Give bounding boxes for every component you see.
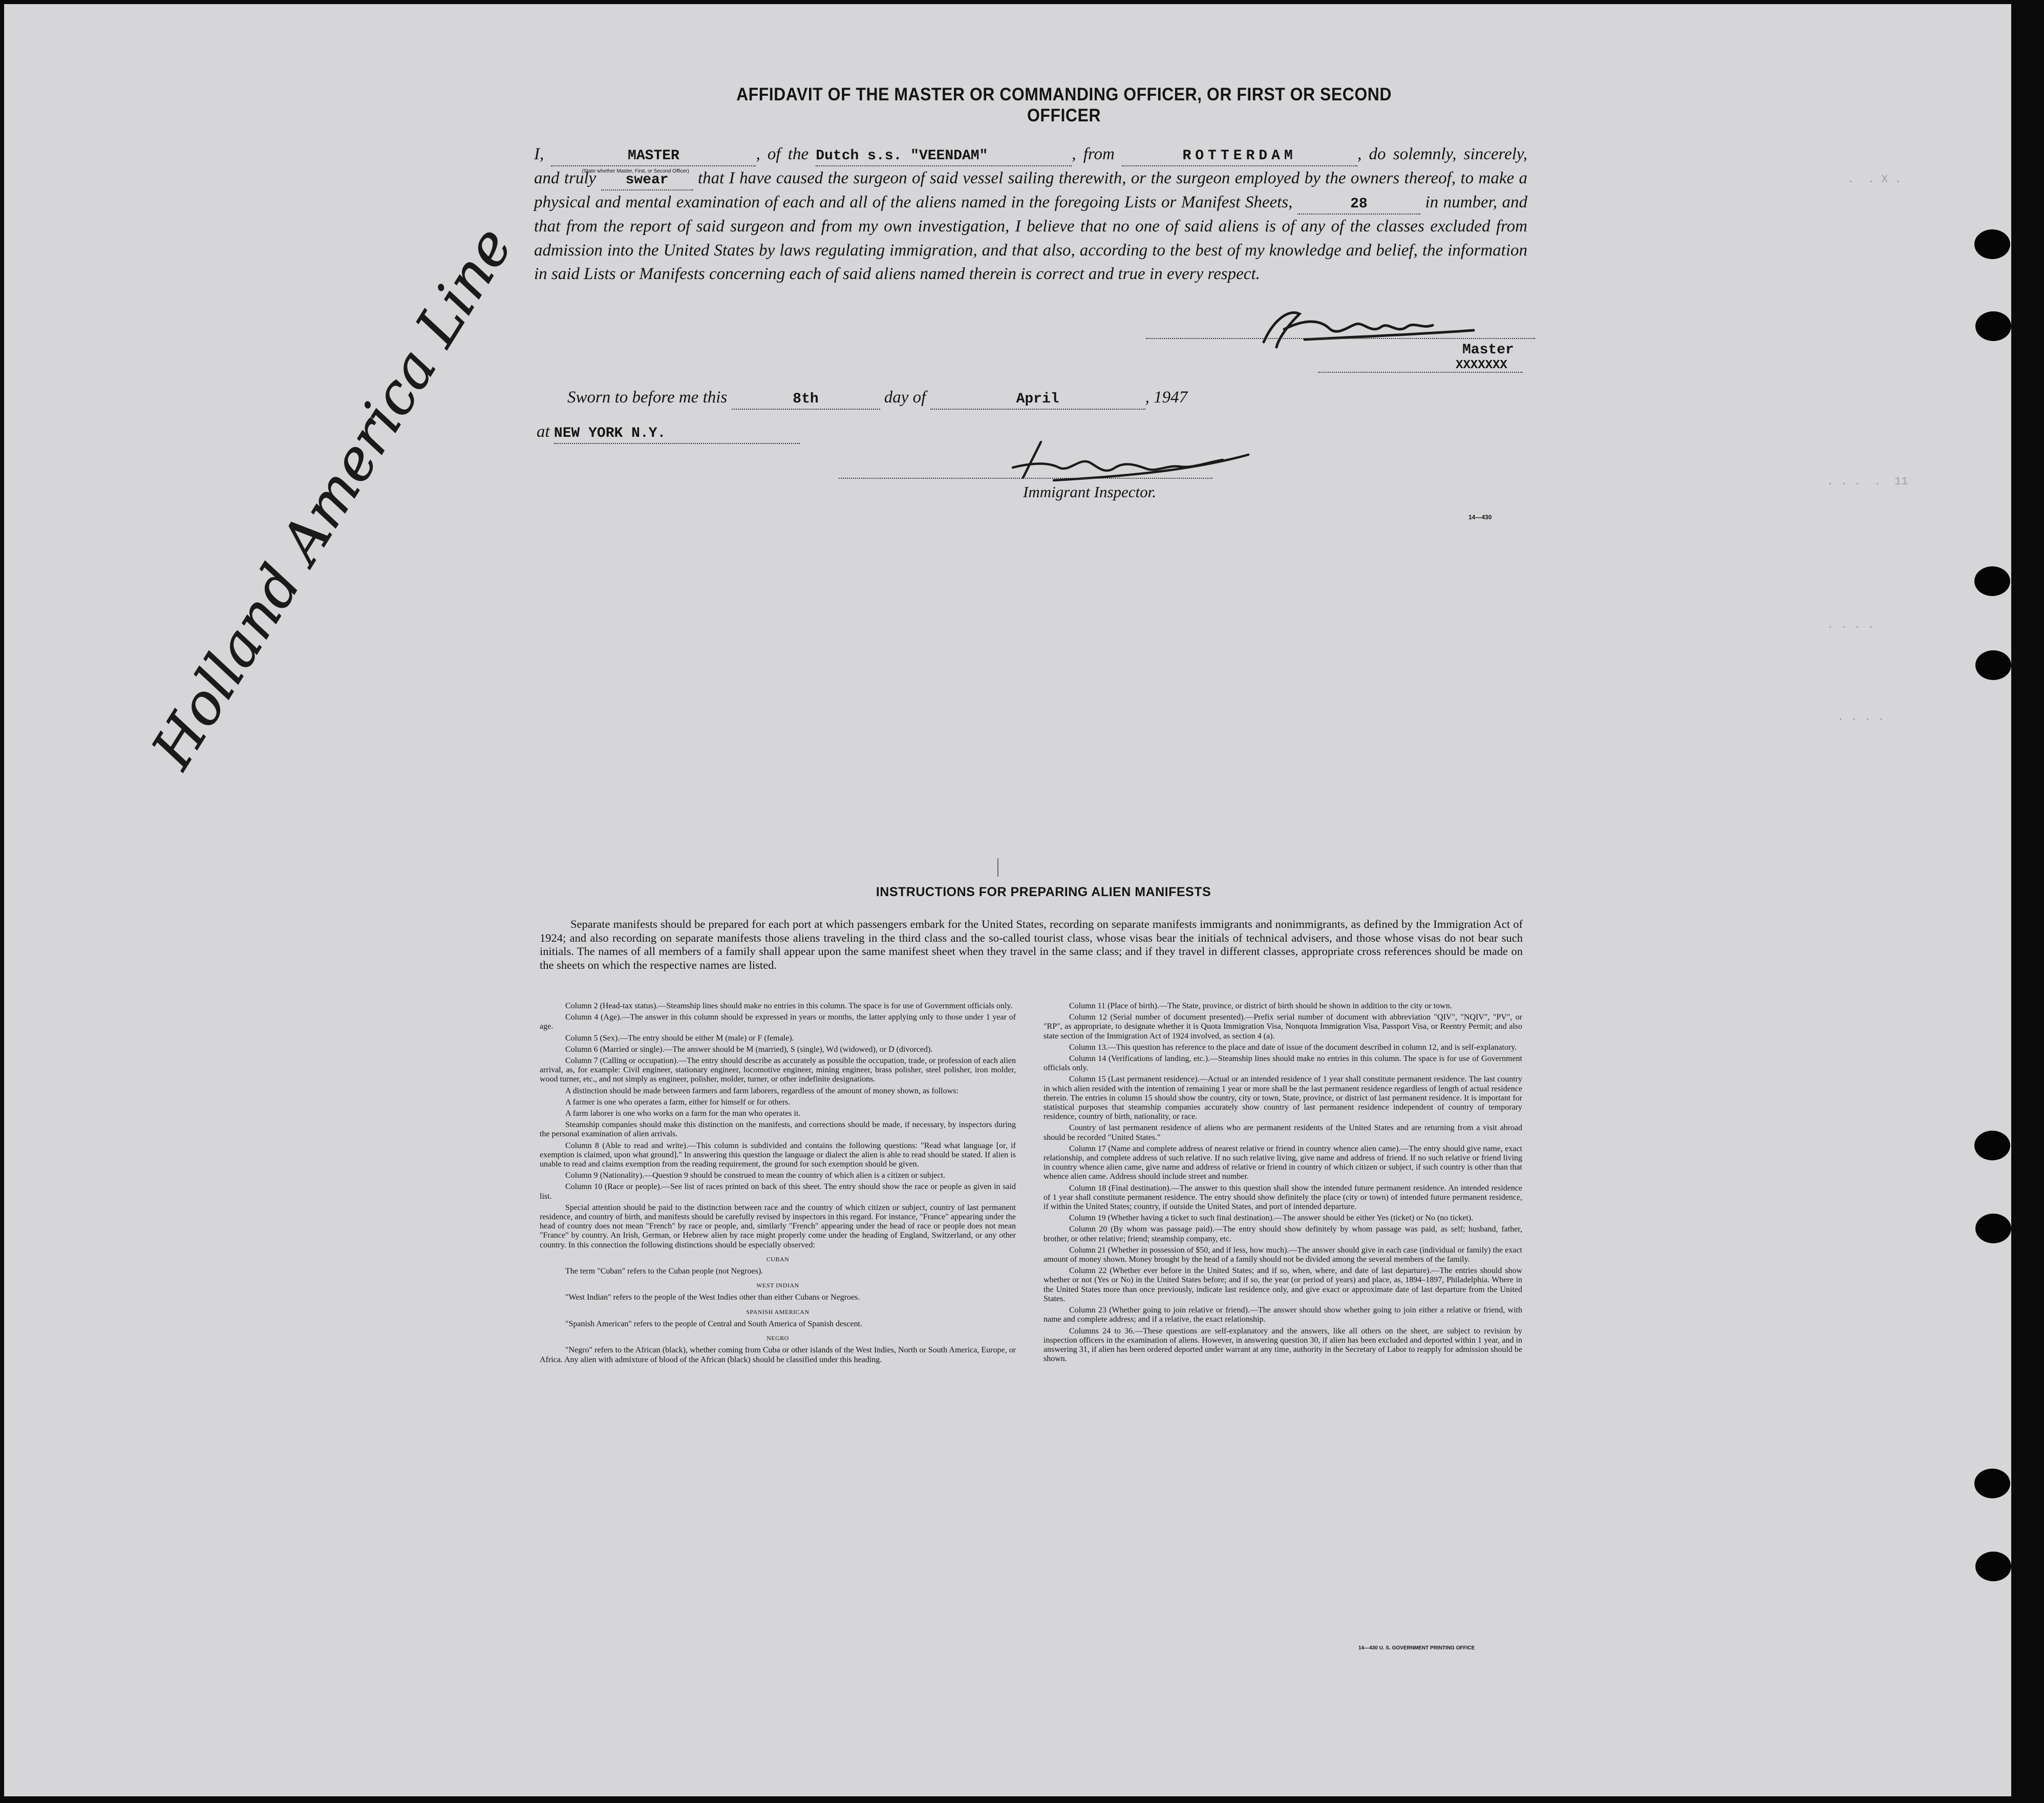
instruction-paragraph: Column 10 (Race or people).—See list of races printed on back of this sheet. The entry should show the race or people as given in said list.	[540, 1182, 1016, 1201]
affidavit-text: solemnly, sincerely, and truly	[534, 145, 1527, 187]
punch-hole	[1974, 1131, 2010, 1160]
instruction-paragraph: Column 15 (Last permanent residence).—Actual or an intended residence of 1 year shall constitute permanent residence. The last country in which alien resided with the intention of remaining 1 year or more shall be the last permanent residence regardless of length of actual residence therein. The entries in column 15 should show the country, city or town, State, province, or district of last permanent residence. It is important for statistical purposes that steamship companies accurately show country of last permanent residence independent of country of temporary residence, country of birth, nationality, or race.	[1044, 1075, 1522, 1121]
instruction-paragraph: Column 11 (Place of birth).—The State, province, or district of birth should be shown in addition to the city or town.	[1069, 1002, 1452, 1010]
bleed-through-text: . . X .	[1847, 173, 1902, 186]
instruction-paragraph: Column 23 (Whether going to join relative or friend).—The answer should show whether going to join either a relative or friend, with name and complete address; and if a relative, the exact relationship.	[1044, 1306, 1522, 1324]
punch-hole	[1974, 566, 2010, 596]
signer-title: Master	[1462, 342, 1514, 358]
instructions-right-column	[1044, 1002, 1522, 1366]
affidavit-text: , of the	[756, 145, 809, 163]
oath-field: swear	[601, 171, 693, 190]
affidavit-text: in number, and that from the report of said surgeon and from my own investigation, I believe that no one of said aliens is of any of the classes excluded from admission into the United States by laws regulating immigration, and that also, according to the best of my knowledge and belief, the information in said Lists or Manifests concerning each of said aliens named therein is correct and true in every respect.	[534, 193, 1528, 283]
instruction-paragraph: The term "Cuban" refers to the Cuban people (not Negroes).	[565, 1267, 763, 1276]
instruction-paragraph: "Negro" refers to the African (black), whether coming from Cuba or other islands of the West Indies, North or South America, Europe, or Africa. Any alien with admixture of blood of the African (black) should be classified under this heading.	[540, 1346, 1016, 1364]
margin-note-handwriting	[139, 216, 525, 793]
affidavit-text: that I have caused the surgeon of said vessel sailing therewith, or the surgeon employed by the owners thereof, to make a physical and mental examination of each and all of the aliens named in the foregoing Lists or Manifest Sheets,	[534, 169, 1528, 211]
place-line	[537, 422, 800, 444]
punch-hole	[1974, 229, 2010, 259]
instruction-paragraph: Column 13.—This question has reference to the place and date of issue of the document described in column 12, and is self-explanatory.	[1069, 1043, 1517, 1052]
instruction-paragraph: Column 5 (Sex).—The entry should be either M (male) or F (female).	[565, 1033, 794, 1043]
svg-text:Holland America Line: Holland America Line	[139, 216, 525, 779]
instruction-paragraph: Column 4 (Age).—The answer in this column should be expressed in years or months, the latter applying only to those under 1 year of age.	[540, 1013, 1016, 1031]
signer-title-struck: XXXXXXX	[1456, 358, 1507, 372]
instruction-paragraph: A distinction should be made between farmers and farm laborers, regardless of the amount of money shown, as follows:	[565, 1086, 959, 1095]
instruction-paragraph: Column 12 (Serial number of document presented).—Prefix serial number of document with abbreviation "QIV", "NQIV", "PV", or "RP", as appropriate, to designate whether it is Quota Immigration Visa, Nonquota Immigration Visa, Passport Visa, or Reentry Permit; and also state section of the Immigration Act of 1924 involved, as section 4 (a).	[1044, 1013, 1522, 1041]
instruction-paragraph: Column 2 (Head-tax status).—Steamship lines should make no entries in this column. The space is for use of Government officials only.	[565, 1002, 1013, 1010]
instruction-paragraph: "West Indian" refers to the people of the West Indies other than either Cubans or Negroes.	[565, 1293, 860, 1302]
section-heading-west-indian: WEST INDIAN	[756, 1282, 799, 1289]
punch-hole	[1975, 311, 2011, 341]
sworn-text: Sworn to before me this	[567, 388, 728, 407]
section-heading-spanish-american: SPANISH AMERICAN	[746, 1308, 810, 1316]
instruction-paragraph: Special attention should be paid to the distinction between race and the country of which citizen or subject, country of last permanent residence, and country of birth, and manifests should be carefully revised by inspectors in this regard. For instance, "France" appearing under the head of country does not mean "French" by race or people, and, similarly "French" appearing under the head of race or people does not mean "France" by country. An Irish, German, or Hebrew alien by race might properly come under the heading of England, Switzerland, or any other country. In this connection the following distinctions should be especially observed:	[540, 1203, 1016, 1249]
inspector-label: Immigrant Inspector.	[1023, 483, 1157, 501]
place-field: NEW YORK N.Y.	[554, 425, 800, 444]
bleed-through-text: . . . . 11	[1827, 475, 1908, 488]
affidavit-title: AFFIDAVIT OF THE MASTER OR COMMANDING OFFICER, OR FIRST OR SECOND OFFICER	[736, 84, 1392, 125]
printing-office-footer: 14—430 U. S. GOVERNMENT PRINTING OFFICE	[1358, 1645, 1475, 1651]
instruction-paragraph: Columns 24 to 36.—These questions are self-explanatory and the answers, like all others on the sheet, are subject to revision by inspection officers in the examination of aliens. However, in answering question 30, if alien has been excluded and deported within 1 year, and in answering 31, if alien has been ordered deported under warrant at any time, authority in the Secretary of Labor to reapply for admission should be shown.	[1044, 1326, 1522, 1364]
registration-mark	[997, 858, 998, 877]
section-heading-negro: NEGRO	[766, 1334, 789, 1342]
instruction-paragraph: Column 21 (Whether in possession of $50, and if less, how much).—The answer should give in each case (individual or family) the exact amount of money shown. Money brought by the head of a family should not be divided among the several members of the family.	[1044, 1245, 1522, 1264]
sworn-text: day of	[884, 388, 926, 407]
punch-hole	[1974, 1469, 2010, 1498]
at-text: at	[537, 422, 550, 441]
rank-note: (State whether Master, First, or Second Officer)	[582, 168, 689, 174]
instruction-paragraph: Column 8 (Able to read and write).—This column is subdivided and contains the following questions: "Read what language [or, if exemption is claimed, upon what ground]." In answering this question the language or dialect the alien is able to read should be stated. If alien is unable to read and claims exemption from the reading requirement, the ground for such exemption should be given.	[540, 1141, 1016, 1169]
instruction-paragraph: Column 14 (Verifications of landing, etc.).—Steamship lines should make no entries in this column. The space is for use of Government officials only.	[1044, 1054, 1522, 1073]
sheet-count-field: 28	[1297, 195, 1420, 215]
affidavit-text: , do	[1357, 145, 1386, 163]
instruction-paragraph: Steamship companies should make this distinction on the manifests, and corrections should be made, if necessary, by inspectors during the personal examination of alien arrivals.	[540, 1120, 1016, 1139]
instruction-paragraph: A farm laborer is one who works on a farm for the man who operates it.	[565, 1109, 801, 1118]
inspector-line	[839, 478, 1212, 479]
section-heading-cuban: CUBAN	[766, 1255, 790, 1263]
affidavit-body	[534, 142, 1527, 286]
bleed-through-text: . . . .	[1827, 619, 1875, 631]
instruction-paragraph: Column 22 (Whether ever before in the United States; and if so, when, where, and date of last departure).—The entries should show whether or not (Yes or No) in the United States before; and if so, the year (or period of years) and place, as, 1894–1897, Philadelphia. Where in the United States more than once previously, indicate last residence only, and give exact or approximate date of last departure from the United States.	[1044, 1266, 1522, 1303]
punch-hole	[1975, 1552, 2011, 1581]
year-text: , 1947	[1145, 388, 1188, 407]
instruction-paragraph: Column 20 (By whom was passage paid).—The entry should show definitely by whom passage was paid, as self; husband, father, brother, or other relative; friend; steamship company, etc.	[1044, 1225, 1522, 1243]
instruction-paragraph: Column 9 (Nationality).—Question 9 should be construed to mean the country of which alien is a citizen or subject.	[565, 1171, 946, 1180]
punch-hole	[1975, 650, 2011, 680]
rank-field	[551, 147, 756, 174]
instructions-intro: Separate manifests should be prepared for each port at which passengers embark for the United States, recording on separate manifests immigrants and nonimmigrants, as defined by the Immigration Act of 1924; and also recording on separate manifests those aliens traveling in the third class and the so-called tourist class, whose visas bear the initials of technical advisers, and those whose visas do not bear such initials. The names of all members of a family shall appear upon the same manifest sheet when they travel in the same class; and if they travel in different classes, appropriate cross references should be made on the sheets on which the respective names are listed.	[540, 918, 1523, 971]
form-number: 14—430	[1468, 514, 1492, 521]
ship-name-field: Dutch s.s. "VEENDAM"	[816, 147, 1072, 166]
master-signature	[1253, 299, 1479, 355]
instruction-paragraph: A farmer is one who operates a farm, either for himself or for others.	[565, 1097, 791, 1107]
punch-hole	[1975, 1214, 2011, 1243]
instruction-paragraph: Column 18 (Final destination).—The answer to this question shall show the intended future permanent residence. An intended residence of 1 year shall constitute permanent residence. The entry should show definitely the place (city or town) of intended future permanent residence, if within the United States; country, if outside the United States, and port of intended departure.	[1044, 1183, 1522, 1212]
bleed-through-text: . . . .	[1837, 711, 1885, 724]
sworn-line	[567, 388, 1187, 410]
month-field: April	[930, 390, 1145, 410]
day-field: 8th	[732, 390, 880, 410]
instruction-paragraph: Column 19 (Whether having a ticket to such final destination).—The answer should be either Yes (ticket) or No (no ticket).	[1069, 1214, 1474, 1223]
instruction-paragraph: Column 7 (Calling or occupation).—The entry should describe as accurately as possible the occupation, trade, or profession of each alien arrival, as, for example: Civil engineer, stationary engineer, locomotive engineer, mining engineer, brass polisher, steel polisher, iron molder, wood turner, etc., and not simply as engineer, polisher, molder, turner, or other indefinite designations.	[540, 1056, 1016, 1084]
instructions-left-column	[540, 1002, 1016, 1367]
instruction-paragraph: "Spanish American" refers to the people of Central and South America of Spanish descent.	[565, 1319, 863, 1328]
rank-value: MASTER	[628, 148, 679, 164]
signature-line	[1146, 338, 1535, 339]
instruction-paragraph: Column 6 (Married or single).—The answer should be M (married), S (single), Wd (widowed), or D (divorced).	[565, 1045, 933, 1054]
manifest-page	[4, 4, 2011, 1796]
port-field: ROTTERDAM	[1122, 147, 1357, 166]
instructions-title: INSTRUCTIONS FOR PREPARING ALIEN MANIFESTS	[876, 885, 1211, 899]
instruction-paragraph: Column 17 (Name and complete address of nearest relative or friend in country whence alien came).—The entry should give name, exact relationship, and complete address of such relative. If no such relative living, give name and address of friend. If no such relative or friend living in country whence alien came, give name and address of relative or friend in country of which citizen or subject, if such country is other than that whence alien came. Address should include street and number.	[1044, 1144, 1522, 1181]
instruction-paragraph: Country of last permanent residence of aliens who are permanent residents of the United States and are returning from a visit abroad should be recorded "United States."	[1044, 1123, 1522, 1142]
inspector-signature	[1003, 437, 1259, 488]
affidavit-text: I,	[534, 145, 544, 163]
affidavit-text: , from	[1072, 145, 1115, 163]
